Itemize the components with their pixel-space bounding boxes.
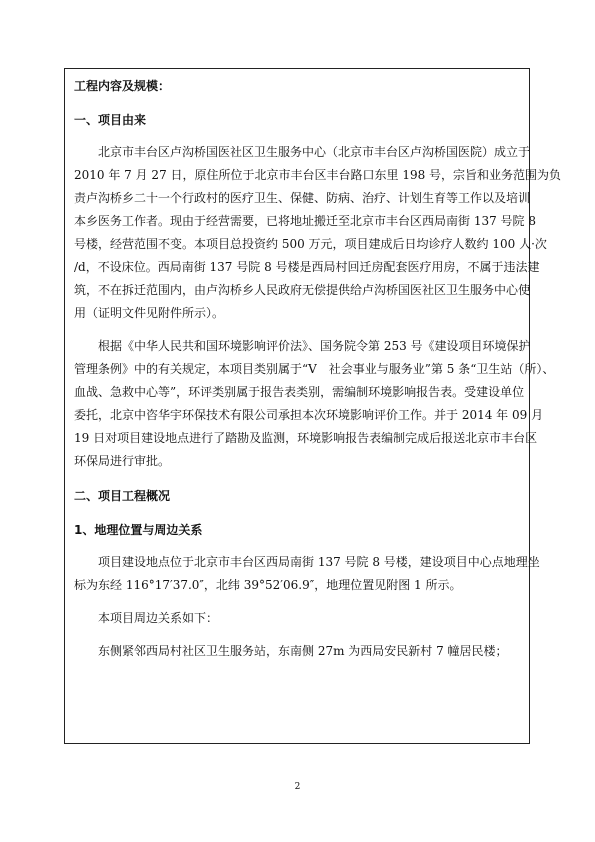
page-number: 2: [294, 782, 301, 792]
paragraph-line: 本项目周边关系如下：: [98, 611, 219, 625]
paragraph-line: 根据《中华人民共和国环境影响评价法》、国务院令第 253 号《建设项目环境保护: [98, 339, 531, 353]
paragraph-line: 委托，北京中咨华宇环保技术有限公司承担本次环境影响评价工作。并于 2014 年 09 月: [74, 408, 544, 422]
paragraph-line: 东侧紧邻西局村社区卫生服务站，东南侧 27m 为西局安民新村 7 幢居民楼；: [98, 644, 508, 658]
paragraph-line: 本乡医务工作者。现由于经营需要，已将地址搬迁至北京市丰台区西局南街 137 号院 8: [74, 214, 536, 228]
paragraph-line: 号楼，经营范围不变。本项目总投资约 500 万元，项目建成后日均诊疗人数约 100 人·次: [74, 237, 547, 251]
paragraph-line: 环保局进行审批。: [74, 454, 171, 468]
paragraph-line: 用（证明文件见附件所示）。: [74, 306, 225, 320]
scope-heading: 工程内容及规模：: [74, 79, 171, 93]
paragraph-line: 责卢沟桥乡二十一个行政村的医疗卫生、保健、防病、治疗、计划生育等工作以及培训: [74, 191, 531, 205]
paragraph-line: 管理条例》中的有关规定，本项目类别属于“V 社会事业与服务业”第 5 条“卫生站（所）、: [74, 362, 555, 376]
subsection-title: 1、地理位置与周边关系: [74, 523, 203, 537]
section1-title: 一、项目由来: [74, 113, 147, 127]
paragraph-line: 项目建设地点位于北京市丰台区西局南街 137 号院 8 号楼，建设项目中心点地理坐: [98, 555, 540, 569]
paragraph-line: 北京市丰台区卢沟桥国医社区卫生服务中心（北京市丰台区卢沟桥国医院）成立于: [98, 145, 531, 159]
paragraph-line: /d，不设床位。西局南街 137 号院 8 号楼是西局村回迁房配套医疗用房，不属于违法建: [74, 260, 540, 274]
paragraph-line: 19 日对项目建设地点进行了踏勘及监测，环境影响报告表编制完成后报送北京市丰台区: [74, 431, 538, 445]
paragraph-line: 筑，不在拆迁范围内，由卢沟桥乡人民政府无偿提供给卢沟桥国医社区卫生服务中心使: [74, 283, 531, 297]
paragraph-line: 血战、急救中心等”，环评类别属于报告表类别，需编制环境影响报告表。受建设单位: [74, 385, 525, 399]
paragraph-line: 标为东经 116°17′37.0″，北纬 39°52′06.9″，地理位置见附图 1 所示。: [74, 578, 462, 592]
section2-title: 二、项目工程概况: [74, 489, 171, 503]
paragraph-line: 2010 年 7 月 27 日，原住所位于北京市丰台区丰台路口东里 198 号，宗旨和业务范围为负: [74, 168, 562, 182]
